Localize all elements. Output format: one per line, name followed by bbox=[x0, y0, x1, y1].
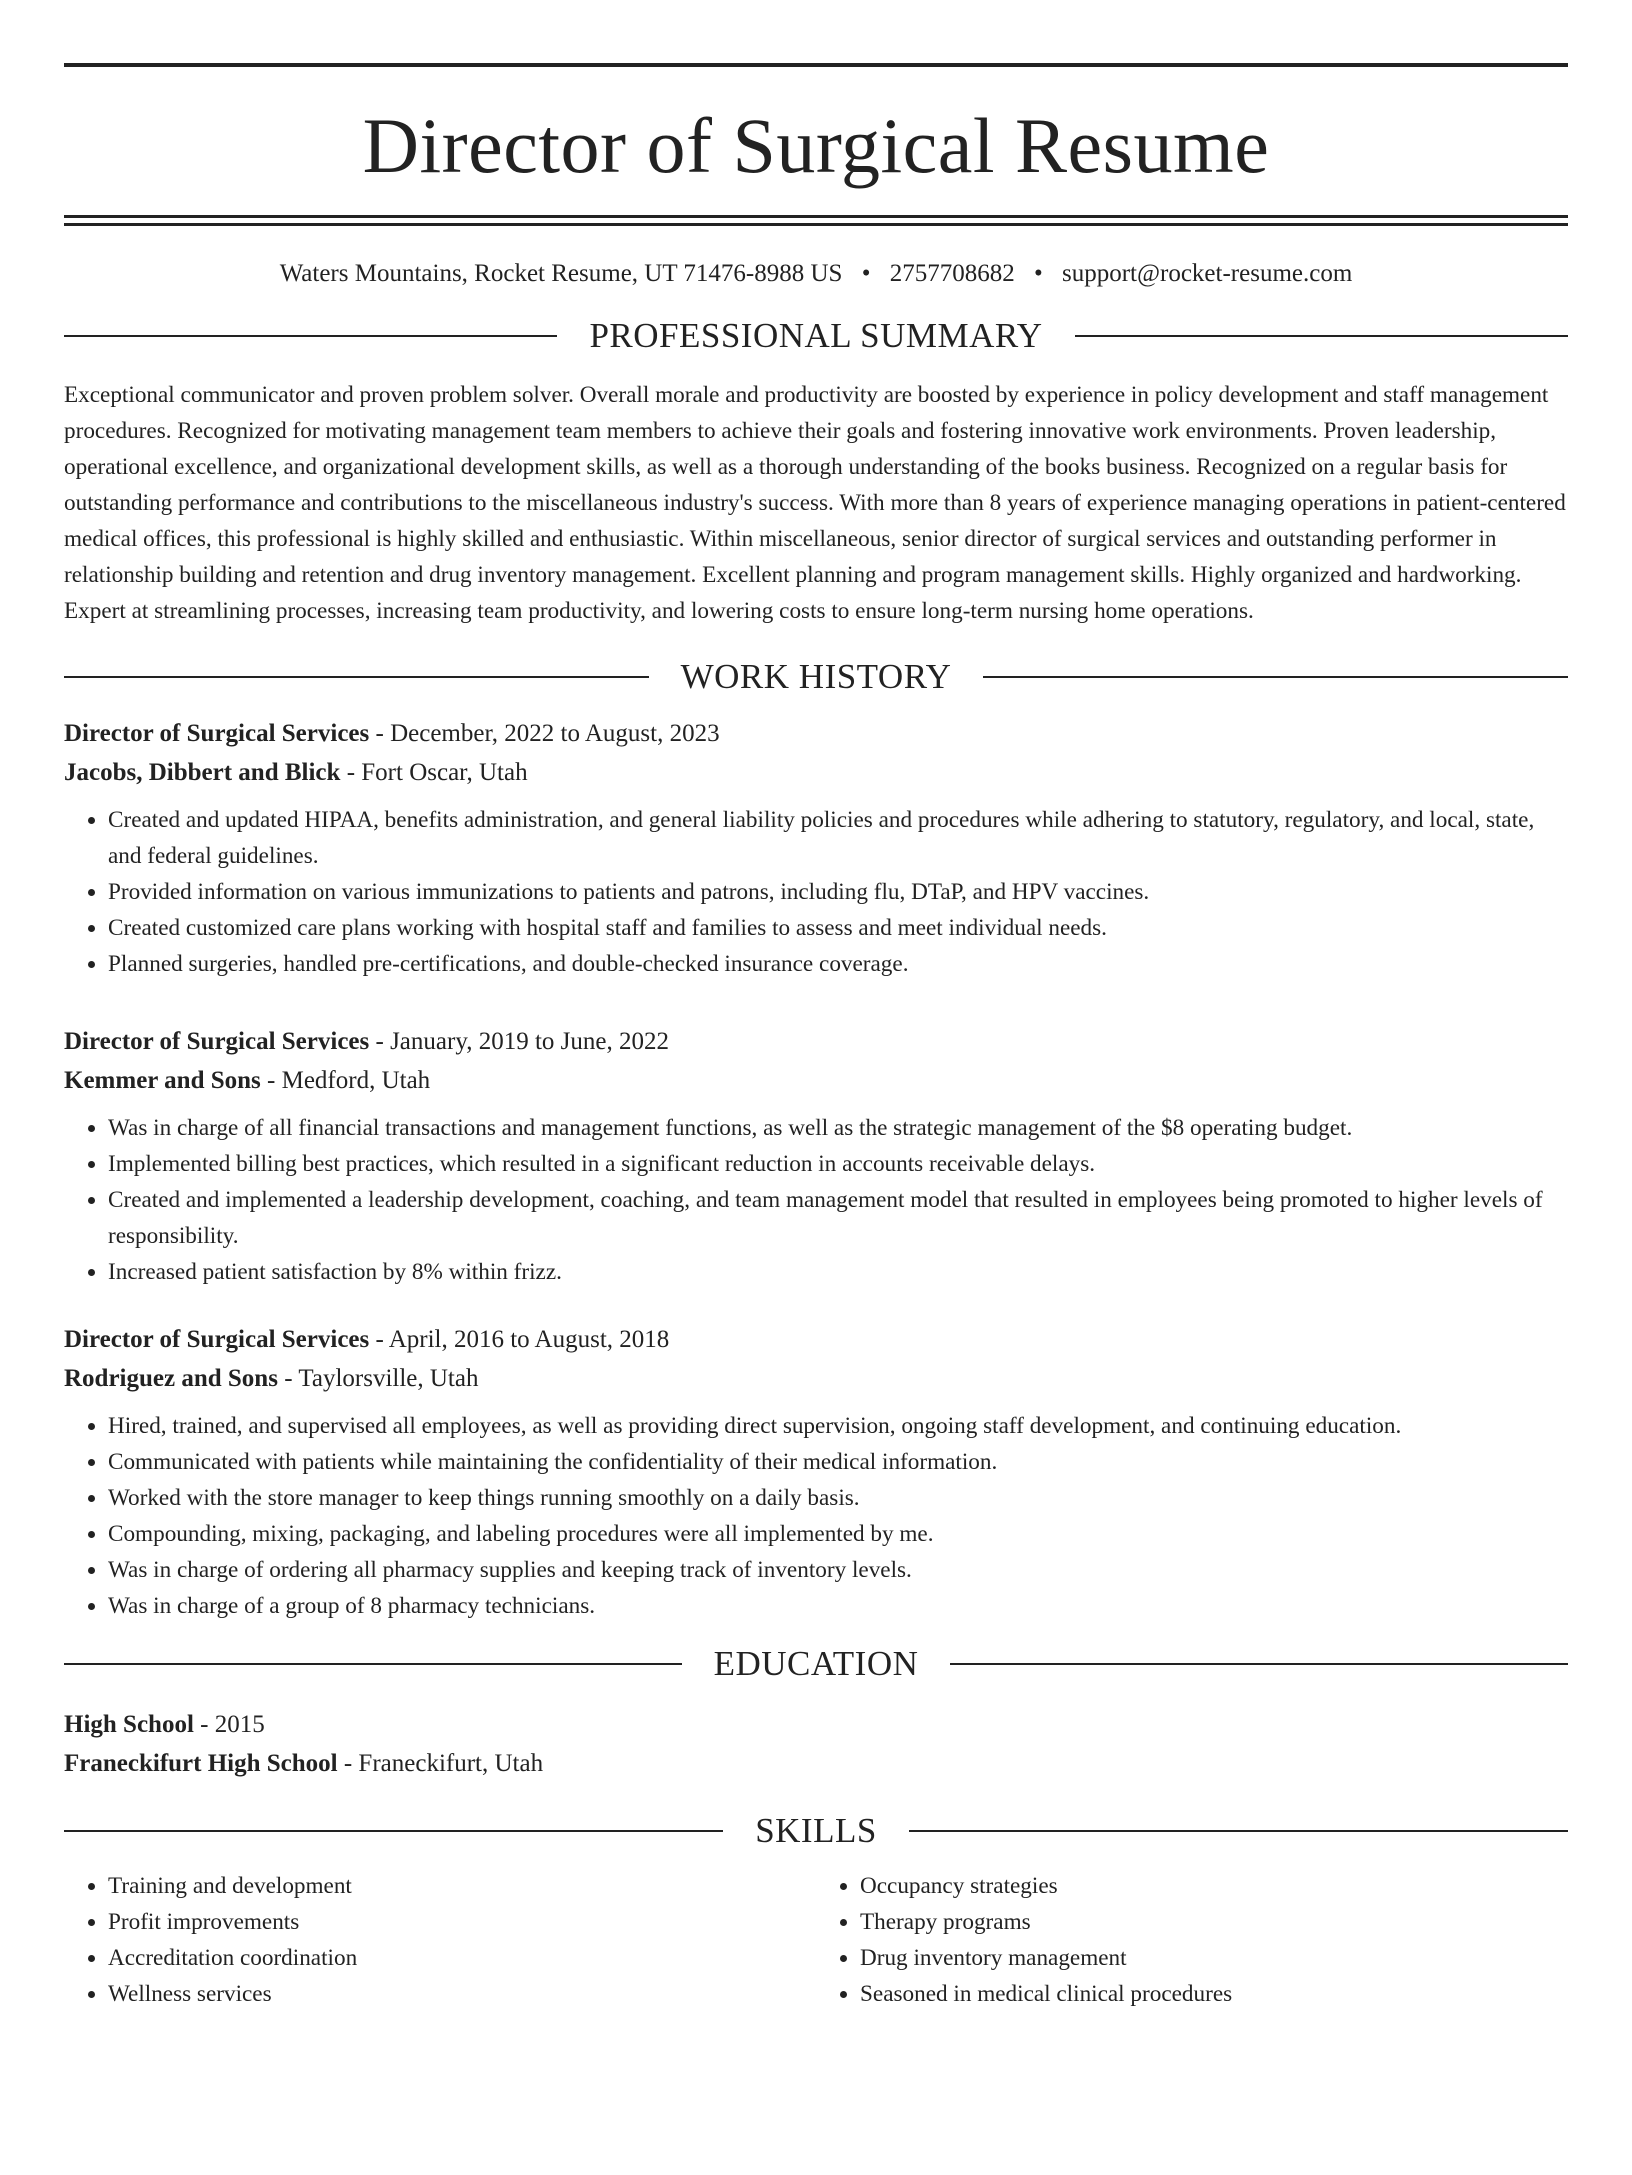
skill-item: • Accreditation coordination bbox=[108, 1940, 816, 1976]
resume-page bbox=[0, 63, 1632, 2175]
job-entry bbox=[64, 1022, 1568, 1290]
education-location: - Franeckifurt, Utah bbox=[337, 1750, 544, 1777]
education-school: Franeckifurt High School bbox=[64, 1750, 338, 1777]
job-bullets bbox=[64, 1408, 1568, 1624]
work-history-heading-label: WORK HISTORY bbox=[680, 657, 952, 696]
contact-phone: 2757708682 bbox=[889, 260, 1015, 287]
list-item: • Worked with the store manager to keep things running smoothly on a daily basis. bbox=[108, 1480, 1568, 1516]
list-item: • Was in charge of all financial transactions and management functions, as well as the strategic management of the $8 operating budget. bbox=[108, 1110, 1568, 1146]
job-title-line bbox=[64, 1022, 1568, 1061]
education-degree-line bbox=[64, 1705, 1568, 1744]
skill-item: • Profit improvements bbox=[108, 1904, 816, 1940]
job-company-line bbox=[64, 1061, 1568, 1100]
summary-text: Exceptional communicator and proven problem solver. Overall morale and productivity are boosted by experience in policy development and staff management procedures. Recognized for motivating management team members to achieve their goals and fostering innovative work environments. Proven leadership, operational excellence, and organizational development skills, as well as a thorough understanding of the books business. Recognized on a regular basis for outstanding performance and contributions to the miscellaneous industry's success. With more than 8 years of experience managing operations in patient-centered medical offices, this professional is highly skilled and enthusiastic. Within miscellaneous, senior director of surgical services and outstanding performer in relationship building and retention and drug inventory management. Excellent planning and program management skills. Highly organized and hardworking. Expert at streamlining processes, increasing team productivity, and lowering costs to ensure long-term nursing home operations. bbox=[64, 382, 1566, 624]
list-item: • Created and implemented a leadership development, coaching, and team management model that resulted in employees being promoted to higher levels of responsibility. bbox=[108, 1182, 1568, 1254]
job-company-line bbox=[64, 1359, 1568, 1398]
skill-item: • Drug inventory management bbox=[860, 1940, 1568, 1976]
job-title: Director of Surgical Services bbox=[64, 720, 370, 747]
list-item: • Created and updated HIPAA, benefits administration, and general liability policies and procedures while adhering to statutory, regulatory, and local, state, and federal guidelines. bbox=[108, 802, 1568, 874]
skills-column-left bbox=[64, 1868, 816, 2012]
skills-list bbox=[64, 1868, 1568, 2012]
title-double-rule bbox=[64, 215, 1568, 226]
summary-heading-label: PROFESSIONAL SUMMARY bbox=[589, 316, 1043, 355]
job-title-line bbox=[64, 1320, 1568, 1359]
job-dates: - April, 2016 to August, 2018 bbox=[369, 1326, 670, 1353]
job-bullets bbox=[64, 802, 1568, 982]
skill-item: • Seasoned in medical clinical procedures bbox=[860, 1976, 1568, 2012]
job-company: Kemmer and Sons bbox=[64, 1067, 261, 1094]
skills-column-right bbox=[816, 1868, 1568, 2012]
education-school-line bbox=[64, 1744, 1568, 1783]
top-rule bbox=[64, 63, 1568, 67]
list-item: • Planned surgeries, handled pre-certifications, and double-checked insurance coverage. bbox=[108, 946, 1568, 982]
list-item: • Was in charge of ordering all pharmacy supplies and keeping track of inventory levels. bbox=[108, 1552, 1568, 1588]
job-company: Rodriguez and Sons bbox=[64, 1365, 278, 1392]
education-entry bbox=[64, 1705, 1568, 1783]
skill-item: • Therapy programs bbox=[860, 1904, 1568, 1940]
job-dates: - January, 2019 to June, 2022 bbox=[369, 1028, 669, 1055]
job-location: - Medford, Utah bbox=[260, 1067, 431, 1094]
summary-heading bbox=[64, 318, 1568, 353]
list-item: • Compounding, mixing, packaging, and labeling procedures were all implemented by me. bbox=[108, 1516, 1568, 1552]
education-degree: High School bbox=[64, 1711, 194, 1738]
job-bullets bbox=[64, 1110, 1568, 1290]
skill-item: • Wellness services bbox=[108, 1976, 816, 2012]
skills-heading-label: SKILLS bbox=[755, 1811, 877, 1850]
list-item: • Provided information on various immunizations to patients and patrons, including flu, DTaP, and HPV vaccines. bbox=[108, 874, 1568, 910]
job-dates: - December, 2022 to August, 2023 bbox=[369, 720, 720, 747]
job-title: Director of Surgical Services bbox=[64, 1326, 370, 1353]
list-item: • Implemented billing best practices, which resulted in a significant reduction in accounts receivable delays. bbox=[108, 1146, 1568, 1182]
education-heading bbox=[64, 1646, 1568, 1681]
job-location: - Fort Oscar, Utah bbox=[340, 759, 528, 786]
contact-email: support@rocket-resume.com bbox=[1061, 260, 1353, 287]
education-year: - 2015 bbox=[193, 1711, 265, 1738]
job-entry bbox=[64, 1320, 1568, 1624]
job-entry bbox=[64, 714, 1568, 982]
skill-item: • Occupancy strategies bbox=[860, 1868, 1568, 1904]
page-title: Director of Surgical Resume bbox=[362, 102, 1270, 189]
skills-heading bbox=[64, 1813, 1568, 1848]
contact-address: Waters Mountains, Rocket Resume, UT 71476-8988 US bbox=[279, 260, 843, 287]
skill-item: • Training and development bbox=[108, 1868, 816, 1904]
list-item: • Created customized care plans working with hospital staff and families to assess and meet individual needs. bbox=[108, 910, 1568, 946]
list-item: • Hired, trained, and supervised all employees, as well as providing direct supervision, ongoing staff development, and continuing education. bbox=[108, 1408, 1568, 1444]
list-item: • Communicated with patients while maintaining the confidentiality of their medical information. bbox=[108, 1444, 1568, 1480]
job-title-line bbox=[64, 714, 1568, 753]
contact-separator: • bbox=[861, 260, 871, 287]
job-title: Director of Surgical Services bbox=[64, 1028, 370, 1055]
job-company: Jacobs, Dibbert and Blick bbox=[64, 759, 341, 786]
work-history-heading bbox=[64, 659, 1568, 694]
contact-separator: • bbox=[1033, 260, 1043, 287]
list-item: • Was in charge of a group of 8 pharmacy technicians. bbox=[108, 1588, 1568, 1624]
education-heading-label: EDUCATION bbox=[713, 1644, 919, 1683]
contact-line bbox=[64, 260, 1568, 288]
job-location: - Taylorsville, Utah bbox=[277, 1365, 479, 1392]
job-company-line bbox=[64, 753, 1568, 792]
list-item: • Increased patient satisfaction by 8% within frizz. bbox=[108, 1254, 1568, 1290]
